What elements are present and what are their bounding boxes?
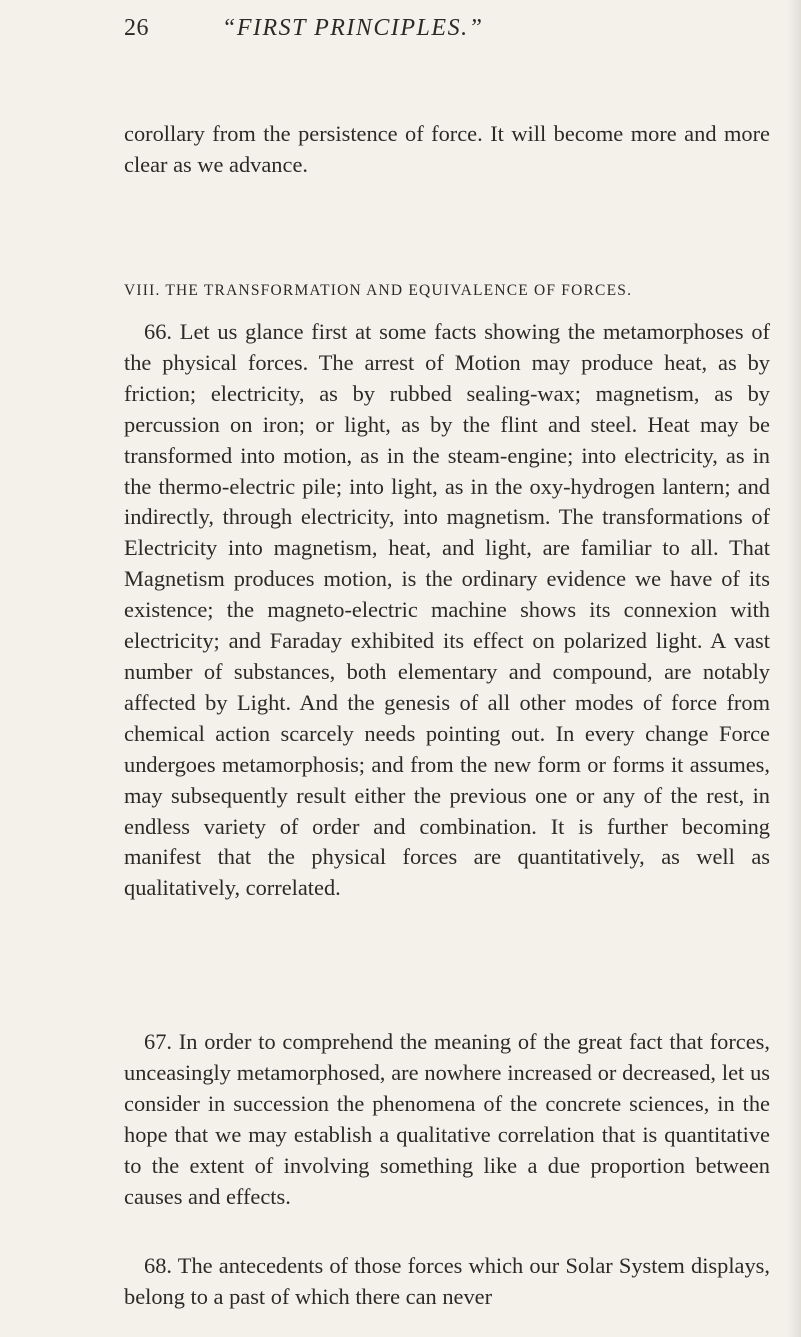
running-title: “FIRST PRINCIPLES.” bbox=[222, 15, 484, 41]
paragraph-68: 68. The antecedents of those forces which our Solar System displays, belong to a past of which there can never bbox=[124, 1253, 770, 1309]
section-heading: VIII. THE TRANSFORMATION AND EQUIVALENCE OF FORCES. bbox=[124, 282, 633, 299]
paragraph-66: 66. Let us glance first at some facts showing the metamorphoses of the physical forces. The arrest of Motion may produce heat, as by friction; electricity, as by rubbed sealing-wax; magnetism, as by percussion on iron; or light, as by the flint and steel. Heat may be transformed into motion, as in the steam-engine; into electricity, as in the thermo-electric pile; into light, as in the oxy-hydrogen lantern; and indirectly, through electricity, into magnetism. The transformations of Electricity into magnetism, heat, and light, are familiar to all. That Magnetism produces motion, is the ordinary evidence we have of its existence; the magneto-electric machine shows its connexion with electricity; and Faraday exhibited its effect on polarized light. A vast number of substances, both elementary and compound, are notably affected by Light. And the genesis of all other modes of force from chemical action scarcely needs pointing out. In every change Force undergoes metamorphosis; and from the new form or forms it assumes, may subsequently result either the previous one or any of the rest, in endless variety of order and combination. It is further becoming manifest that the physical forces are quantitatively, as well as qualitatively, correlated. bbox=[124, 319, 770, 901]
continuation-paragraph: corollary from the persistence of force. It will become more and more clear as we advance. bbox=[124, 121, 770, 177]
page-edge-shadow bbox=[787, 0, 801, 1337]
paragraph-67: 67. In order to comprehend the meaning of the great fact that forces, unceasingly metamorphosed, are nowhere increased or decreased, let us consider in succession the phenomena of the concrete sciences, in the hope that we may establish a qualitative correlation that is quantitative to the extent of involving something like a due proportion between causes and effects. bbox=[124, 1029, 770, 1209]
running-header bbox=[124, 8, 724, 48]
page-number: 26 bbox=[124, 15, 149, 41]
